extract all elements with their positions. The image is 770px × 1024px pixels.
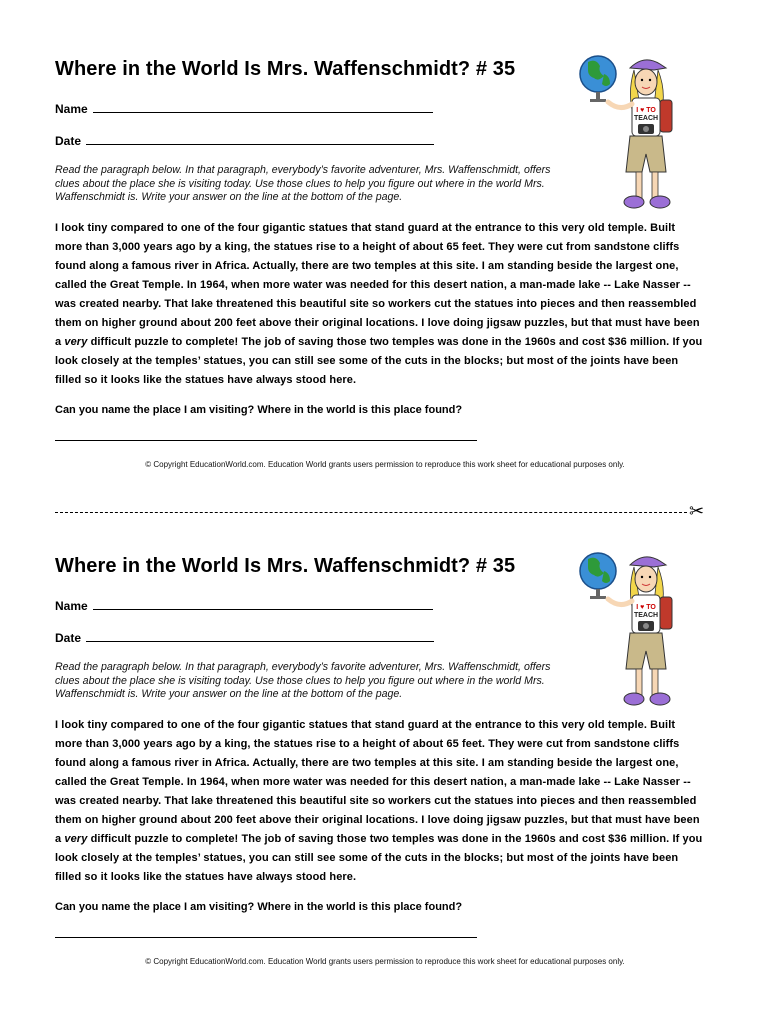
shirt-text-line-1: I ♥ TO: [636, 107, 656, 114]
question: Can you name the place I am visiting? Where in the world is this place found?: [55, 404, 463, 416]
date-field[interactable]: [55, 630, 434, 645]
reading-passage: I look tiny compared to one of the four gigantic statues that stand guard at the entrance to this very old temple. Built more than 3,000 years ago by a king, the statues rise to a height of about 65 feet. They were cut from sandstone cliffs found along a famous river in Africa. Actually, there are two temples at this site. I am standing beside the largest one, called the Great Temple. In 1964, when more water was needed for this desert nation, a man-made lake -- Lake Nasser -- was created nearby. That lake threatened this beautiful site so workers cut the statues into pieces and then reassembled them on higher ground about 200 feet above their original locations. I love doing jigsaw puzzles, but that must have been a very difficult puzzle to complete! The job of saving those two temples was done in the 1960s and cost $36 million. If you look closely at the temples’ statues, you can still see some of the cuts in the blocks; but most of the joints have been filled so it looks like the statues have always stood here.: [55, 222, 703, 386]
worksheet-title: Where in the World Is Mrs. Waffenschmidt? # 35: [55, 58, 516, 80]
date-label: Date: [55, 134, 82, 148]
name-label: Name: [55, 599, 88, 613]
worksheet-top: [0, 0, 770, 500]
date-blank-line[interactable]: [86, 630, 434, 642]
name-label: Name: [55, 102, 88, 116]
name-field[interactable]: [55, 598, 433, 613]
name-field[interactable]: [55, 101, 433, 116]
globe-icon: [580, 553, 616, 599]
shirt-text-line-2: TEACH: [633, 115, 659, 122]
instructions: Read the paragraph below. In that paragraph, everybody’s favorite adventurer, Mrs. Waffenschmidt, offers clues about the place she is visiting today. Use those clues to help you figure out where in the world Mrs. Waffenschmidt is. Write your answer on the line at the bottom of the page.: [55, 661, 551, 700]
copyright-notice: © Copyright EducationWorld.com. Education World grants users permission to reproduce this work sheet for educational purposes only.: [145, 957, 625, 966]
copyright-notice: © Copyright EducationWorld.com. Education World grants users permission to reproduce this work sheet for educational purposes only.: [145, 460, 625, 469]
date-label: Date: [55, 631, 82, 645]
shirt-text-line-1: I ♥ TO: [636, 604, 656, 611]
worksheet-title: Where in the World Is Mrs. Waffenschmidt? # 35: [55, 555, 516, 577]
question: Can you name the place I am visiting? Where in the world is this place found?: [55, 901, 463, 913]
date-field[interactable]: [55, 133, 434, 148]
teacher-with-globe-illustration: [576, 52, 688, 222]
reading-passage: I look tiny compared to one of the four gigantic statues that stand guard at the entrance to this very old temple. Built more than 3,000 years ago by a king, the statues rise to a height of about 65 feet. They were cut from sandstone cliffs found along a famous river in Africa. Actually, there are two temples at this site. I am standing beside the largest one, called the Great Temple. In 1964, when more water was needed for this desert nation, a man-made lake -- Lake Nasser -- was created nearby. That lake threatened this beautiful site so workers cut the statues into pieces and then reassembled them on higher ground about 200 feet above their original locations. I love doing jigsaw puzzles, but that must have been a very difficult puzzle to complete! The job of saving those two temples was done in the 1960s and cost $36 million. If you look closely at the temples’ statues, you can still see some of the cuts in the blocks; but most of the joints have been filled so it looks like the statues have always stood here.: [55, 719, 703, 883]
shirt-text-line-2: TEACH: [633, 612, 659, 619]
name-blank-line[interactable]: [93, 101, 433, 113]
worksheet-bottom: [0, 497, 770, 997]
name-blank-line[interactable]: [93, 598, 433, 610]
teacher-figure: [608, 60, 672, 208]
teacher-figure: [608, 557, 672, 705]
globe-icon: [580, 56, 616, 102]
answer-line[interactable]: [55, 937, 477, 938]
teacher-with-globe-illustration: [576, 549, 688, 719]
answer-line[interactable]: [55, 440, 477, 441]
scissors-icon: ✂: [689, 501, 705, 521]
date-blank-line[interactable]: [86, 133, 434, 145]
instructions: Read the paragraph below. In that paragraph, everybody’s favorite adventurer, Mrs. Waffenschmidt, offers clues about the place she is visiting today. Use those clues to help you figure out where in the world Mrs. Waffenschmidt is. Write your answer on the line at the bottom of the page.: [55, 164, 551, 203]
